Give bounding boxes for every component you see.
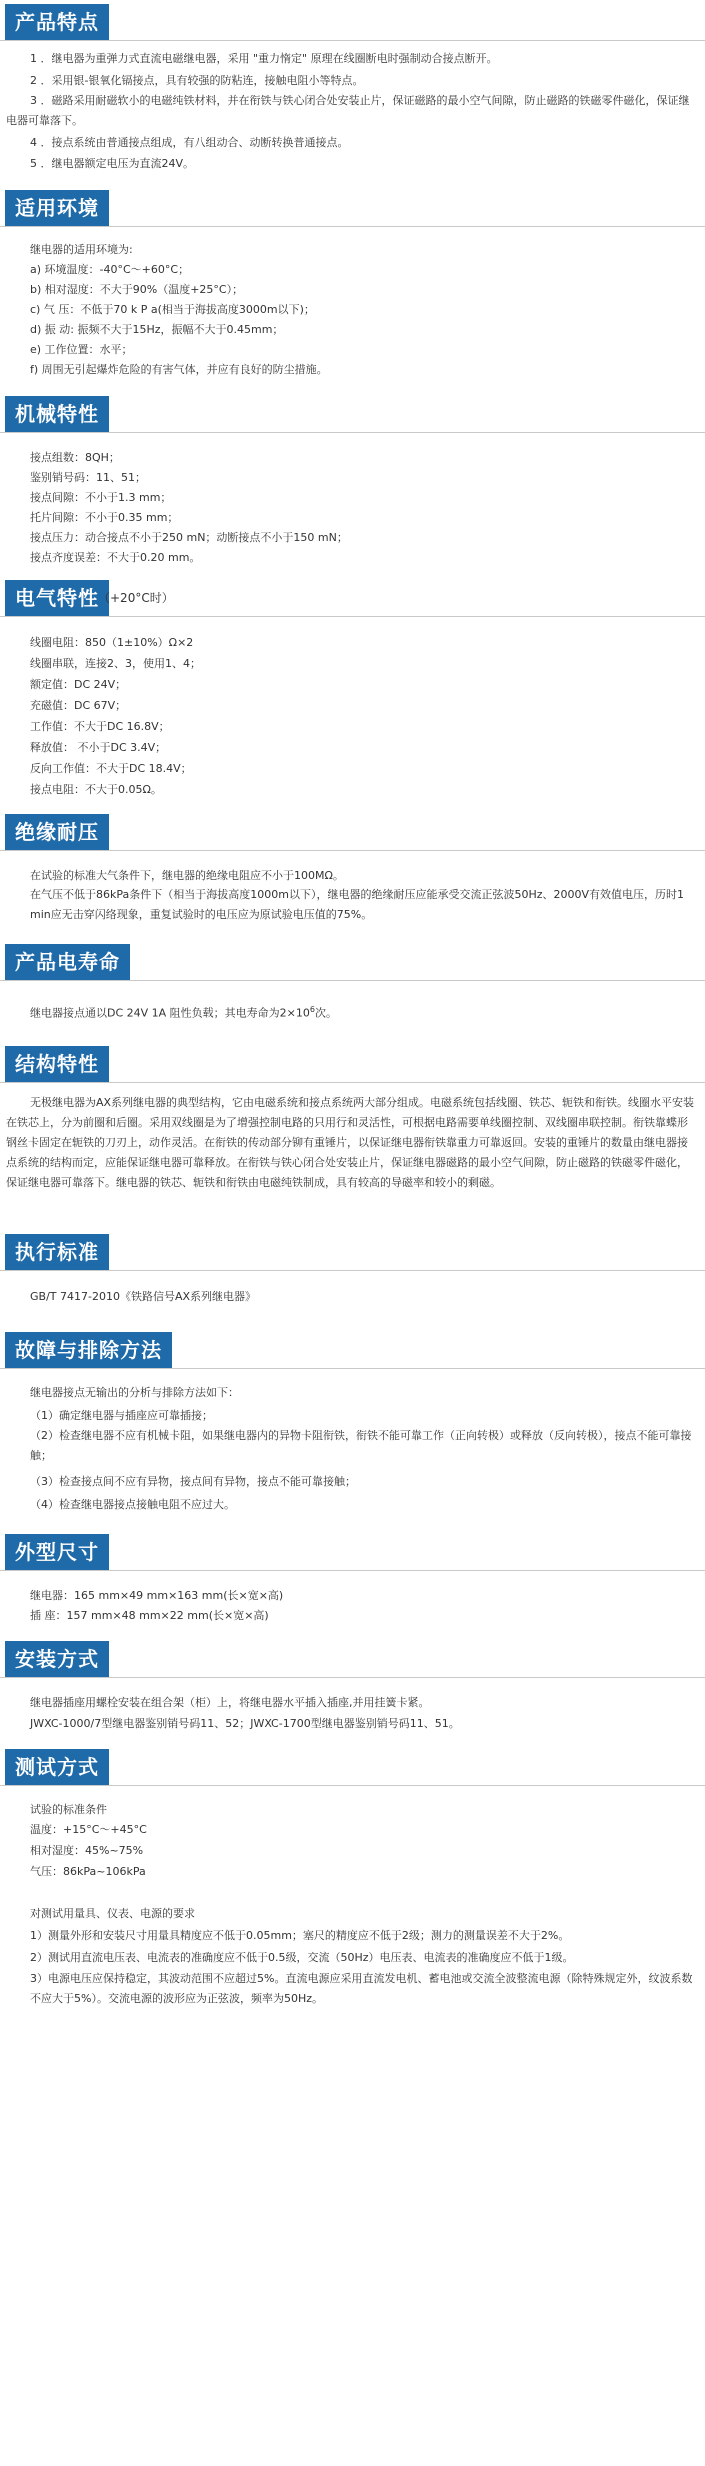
list-item: 接点组数：8QH； [30,451,120,464]
list-item: GB/T 7417-2010《铁路信号AX系列继电器》 [30,1290,257,1303]
list-item: （4）检查继电器接点接触电阻不应过大。 [30,1498,235,1511]
section-title-structure: 结构特性 [5,1046,109,1082]
list-item: 试验的标准条件 [30,1803,107,1816]
list-item: a) 环境温度：-40°C～+60°C； [30,263,190,276]
section-divider [0,980,705,981]
section-divider [0,1785,705,1786]
list-item: 3 ．磁路采用耐磁软小的电磁纯铁材料，并在衔铁与铁心闭合处安装止片，保证磁路的最小空气间隙，防止磁路的铁磁零件磁化，保证继电器可靠落下。 [6,94,690,127]
section-divider [0,1082,705,1083]
list-item: 继电器插座用螺栓安装在组合架（柜）上，将继电器水平插入插座,并用挂簧卡紧。 [30,1696,430,1709]
section-title-suffix: （+20°C时） [98,591,174,605]
list-item: 1 ．继电器为重弹力式直流电磁继电器，采用 "重力惰定" 原理在线圈断电时强制动合接点断开。 [30,52,498,65]
section-divider [0,40,705,41]
list-item: c) 气 压：不低于70 k P a(相当于海拔高度3000m以下)； [30,303,315,316]
list-item: JWXC-1000/7型继电器鉴别销号码11、52；JWXC-1700型继电器鉴别销号码11、51。 [30,1717,460,1730]
section-title-electrical: 电气特性 [5,580,109,616]
section-title-testing: 测试方式 [5,1749,109,1785]
section-title-features: 产品特点 [5,4,109,40]
paragraph: 在气压不低于86kPa条件下（相当于海拔高度1000m以下），继电器的绝缘耐压应能承受交流正弦波50Hz、2000V有效值电压，历时1min应无击穿闪络现象，重复试验时的电压应为原试验电压值的75%。 [30,888,685,921]
section-title-electrical-life: 产品电寿命 [5,944,130,980]
paragraph: 在试验的标准大气条件下，继电器的绝缘电阻应不小于100MΩ。 [30,869,344,882]
section-title-standard: 执行标准 [5,1234,109,1270]
list-item: 气压：86kPa~106kPa [30,1865,146,1878]
list-item: 释放值： 不小于DC 3.4V； [30,741,167,754]
list-item: 1）测量外形和安装尺寸用量具精度应不低于0.05mm；塞尺的精度应不低于2级；测力的测量误差不大于2%。 [30,1929,570,1942]
section-title-troubleshooting: 故障与排除方法 [5,1332,172,1368]
list-item: 反向工作值：不大于DC 18.4V； [30,762,192,775]
list-item: 插 座：157 mm×48 mm×22 mm(长×宽×高) [30,1609,269,1622]
section-divider [0,1677,705,1678]
list-item: 线圈串联，连接2、3，使用1、4； [30,657,201,670]
list-item: 2 ．采用银-银氧化镉接点，具有较强的防粘连，接触电阻小等特点。 [30,74,364,87]
list-item: 接点齐度误差：不大于0.20 mm。 [30,551,201,564]
list-item: 充磁值：DC 67V； [30,699,127,712]
life-text: 继电器接点通以DC 24V 1A 阻性负载；其电寿命为2×10 [30,1006,310,1020]
list-item: b) 相对湿度：不大于90%（温度+25°C）； [30,283,244,296]
section-divider [0,432,705,433]
life-tail: 次。 [315,1006,337,1020]
list-item: 4 ．接点系统由普通接点组成，有八组动合、动断转换普通接点。 [30,136,349,149]
section-divider [0,226,705,227]
list-item: （3）检查接点间不应有异物，接点间有异物，接点不能可靠接触； [30,1475,356,1488]
section-title-mechanical: 机械特性 [5,396,109,432]
list-item: 线圈电阻：850（1±10%）Ω×2 [30,636,194,649]
paragraph: 无极继电器为AX系列继电器的典型结构，它由电磁系统和接点系统两大部分组成。电磁系统包括线圈、铁芯、轭铁和衔铁。线圈水平安装在铁芯上，分为前圈和后圈。采用双线圈是为了增强控制电路的只用行和灵活性，可根据电路需要单线圈控制、双线圈串联控制。衔铁靠蝶形钢丝卡固定在轭铁的刀刃上，动作灵活。在衔铁的传动部分铆有重锤片，以保证继电器衔铁靠重力可靠返回。安装的重锤片的数量由继电器接点系统的结构而定，应能保证继电器可靠释放。在衔铁与铁心闭合处安装止片，保证继电器磁路的最小空气间隙，防止磁路的铁磁零件磁化，保证继电器可靠落下。继电器的铁芯、轭铁和衔铁由电磁纯铁制成，具有较高的导磁率和较小的剩磁。 [6,1096,695,1189]
list-item: 托片间隙：不小于0.35 mm； [30,511,179,524]
section-title-insulation: 绝缘耐压 [5,814,109,850]
section-divider [0,1270,705,1271]
list-item: 接点压力：动合接点不小于250 mN；动断接点不小于150 mN； [30,531,348,544]
list-item: 5 ．继电器额定电压为直流24V。 [30,157,195,170]
section-divider [0,1570,705,1571]
list-item: 继电器：165 mm×49 mm×163 mm(长×宽×高) [30,1589,284,1602]
list-item: 接点间隙：不小于1.3 mm； [30,491,172,504]
list-item: （2）检查继电器不应有机械卡阻，如果继电器内的异物卡阻衔铁，衔铁不能可靠工作（正向转极）或释放（反向转极），接点不能可靠接触； [30,1429,692,1462]
section-title-environment: 适用环境 [5,190,109,226]
section-divider [0,616,705,617]
list-item: 2）测试用直流电压表、电流表的准确度应不低于0.5级，交流（50Hz）电压表、电流表的准确度应不低于1级。 [30,1951,574,1964]
list-item: 鉴别销号码：11、51； [30,471,146,484]
list-item: 相对湿度：45%~75% [30,1844,144,1857]
section-title-dimensions: 外型尺寸 [5,1534,109,1570]
list-item: e) 工作位置：水平； [30,343,133,356]
life-exponent: 6 [309,1005,315,1014]
section-title-installation: 安装方式 [5,1641,109,1677]
list-item: 继电器的适用环境为: [30,243,133,256]
list-item: 额定值：DC 24V； [30,678,127,691]
list-item: 工作值：不大于DC 16.8V； [30,720,170,733]
list-item: 温度：+15°C～+45°C [30,1823,147,1836]
section-divider [0,1368,705,1369]
paragraph [30,1003,337,1021]
list-item: 继电器接点无输出的分析与排除方法如下： [30,1386,239,1399]
list-item: 对测试用量具、仪表、电源的要求 [30,1907,195,1920]
section-divider [0,850,705,851]
list-item: d) 振 动: 振频不大于15Hz，振幅不大于0.45mm； [30,323,284,336]
list-item: （1）确定继电器与插座应可靠插接； [30,1409,213,1422]
list-item: f) 周围无引起爆炸危险的有害气体，并应有良好的防尘措施。 [30,363,328,376]
list-item: 3）电源电压应保持稳定，其波动范围不应超过5%。直流电源应采用直流发电机、蓄电池或交流全波整流电源（除特殊规定外，纹波系数不应大于5%）。交流电源的波形应为正弦波，频率为50Hz。 [30,1972,693,2005]
list-item: 接点电阻：不大于0.05Ω。 [30,783,162,796]
